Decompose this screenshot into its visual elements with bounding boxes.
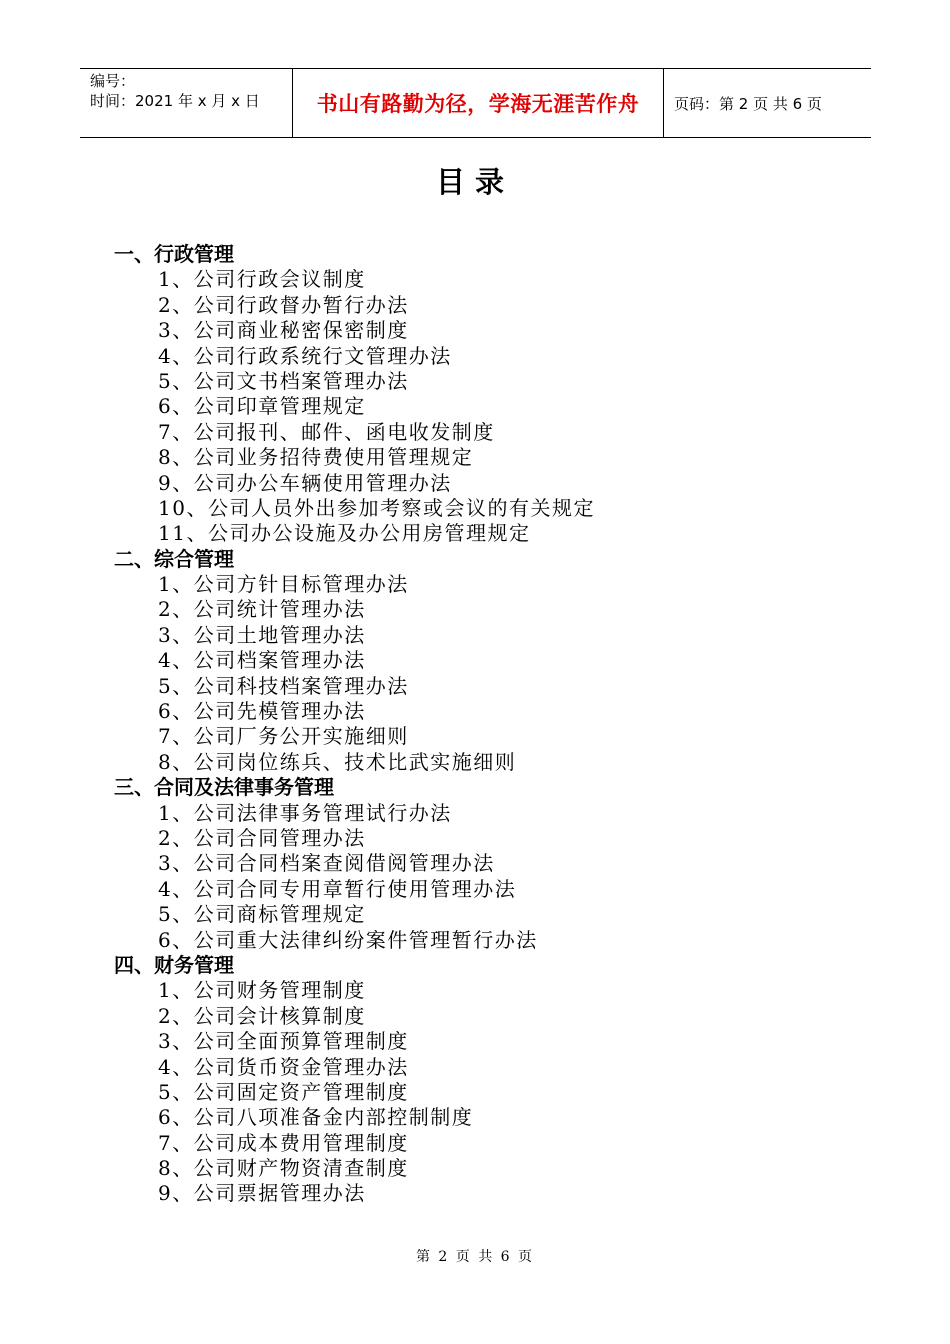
toc-item: 5、公司商标管理规定 [158,902,366,927]
toc-item: 8、公司财产物资清查制度 [158,1156,409,1181]
page-title: 目录 [435,165,514,199]
page-footer: 第 2 页 共 6 页 [415,1249,535,1265]
toc-item: 8、公司业务招待费使用管理规定 [158,445,474,470]
toc-item: 6、公司印章管理规定 [158,394,366,419]
toc-item: 3、公司土地管理办法 [158,622,366,647]
toc-item: 8、公司岗位练兵、技术比武实施细则 [158,749,517,774]
toc-item: 6、公司重大法律纠纷案件管理暂行办法 [158,927,538,952]
toc-item: 7、公司报刊、邮件、函电收发制度 [158,419,495,444]
toc-item: 5、公司固定资产管理制度 [158,1079,409,1104]
toc-item: 1、公司方针目标管理办法 [158,572,409,597]
document-time-label: 时间：2021 年 x 月 x 日 [90,92,260,110]
toc-item: 3、公司全面预算管理制度 [158,1029,409,1054]
toc-item: 4、公司行政系统行文管理办法 [158,343,452,368]
toc-item: 3、公司商业秘密保密制度 [158,318,409,343]
toc-item: 5、公司文书档案管理办法 [158,368,409,393]
toc-item: 4、公司合同专用章暂行使用管理办法 [158,876,517,901]
toc-section-heading: 一、行政管理 [114,242,234,266]
toc-item: 9、公司票据管理办法 [158,1181,366,1206]
toc-item: 10、公司人员外出参加考察或会议的有关规定 [158,495,595,520]
header-page-number: 页码：第 2 页 共 6 页 [674,94,822,113]
table-of-contents [0,242,950,1207]
toc-item: 3、公司合同档案查阅借阅管理办法 [158,851,495,876]
toc-section-heading: 三、合同及法律事务管理 [114,775,334,800]
toc-item: 7、公司厂务公开实施细则 [158,724,409,749]
toc-item: 11、公司办公设施及办公用房管理规定 [158,521,531,546]
toc-item: 2、公司行政督办暂行办法 [158,292,409,317]
toc-section-heading: 四、财务管理 [114,952,234,977]
header-motto: 书山有路勤为径，学海无涯苦作舟 [293,69,664,137]
toc-item: 5、公司科技档案管理办法 [158,673,409,698]
toc-item: 7、公司成本费用管理制度 [158,1130,409,1155]
header-meta [80,69,293,137]
page-header [80,68,871,138]
toc-item: 9、公司办公车辆使用管理办法 [158,470,452,495]
toc-item: 2、公司统计管理办法 [158,597,366,622]
toc-item: 6、公司先模管理办法 [158,699,366,724]
document-number-label: 编号： [90,72,136,90]
toc-item: 2、公司合同管理办法 [158,825,366,850]
toc-item: 6、公司八项准备金内部控制制度 [158,1105,474,1130]
toc-item: 2、公司会计核算制度 [158,1003,366,1028]
toc-item: 1、公司行政会议制度 [158,267,366,292]
toc-item: 1、公司财务管理制度 [158,978,366,1003]
toc-section-heading: 二、综合管理 [114,546,234,571]
toc-item: 4、公司档案管理办法 [158,648,366,673]
toc-item: 4、公司货币资金管理办法 [158,1054,409,1079]
toc-item: 1、公司法律事务管理试行办法 [158,800,452,825]
